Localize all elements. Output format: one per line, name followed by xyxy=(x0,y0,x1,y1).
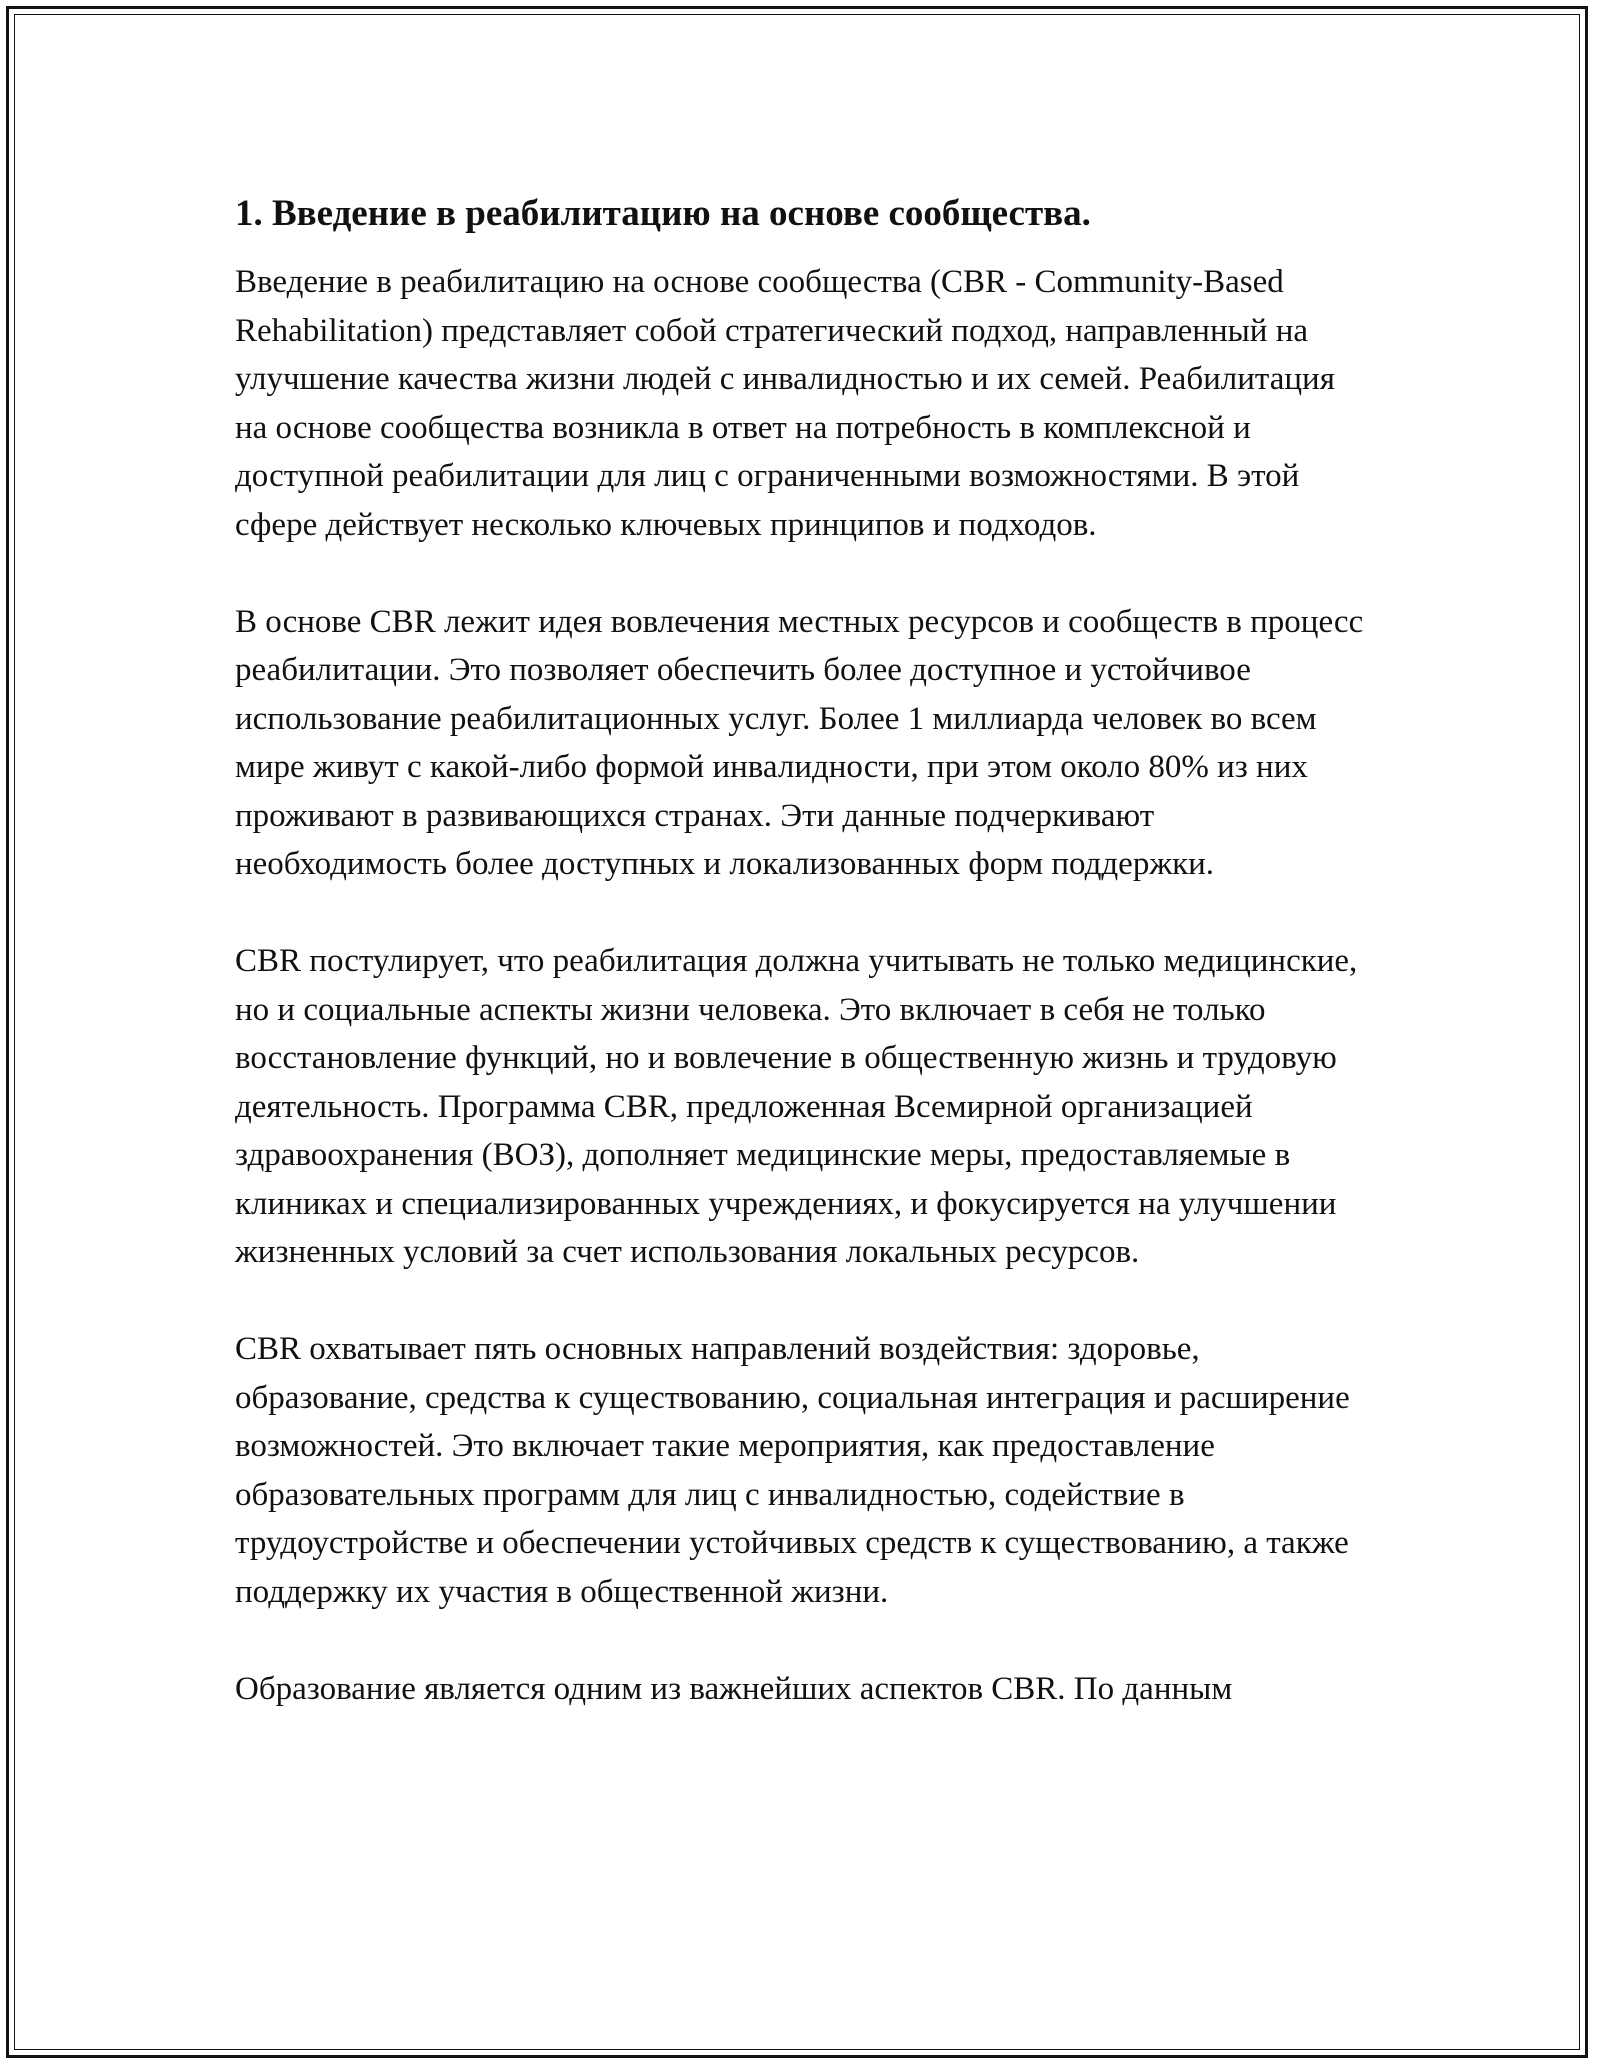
paragraph-local-resources: В основе CBR лежит идея вовлечения местных ресурсов и сообществ в процесс реабилитации. Это позволяет обеспечить более доступное и устойчивое использование реабилитационных услуг. Более 1 миллиарда человек во всем мире живут с какой-либо формой инвалидности, при этом около 80% из них проживают в развивающихся странах. Эти данные подчеркивают необходимость более доступных и локализованных форм поддержки. xyxy=(235,603,1364,882)
paragraph-five-directions: CBR охватывает пять основных направлений воздействия: здоровье, образование, средства к существованию, социальная интеграция и расширение возможностей. Это включает такие мероприятия, как предоставление образовательных программ для лиц с инвалидностью, содействие в трудоустройстве и обеспечении устойчивых средств к существованию, а также поддержку их участия в общественной жизни. xyxy=(235,1331,1350,1610)
document-body xyxy=(235,190,1365,1762)
section-heading: 1. Введение в реабилитацию на основе сообщества. xyxy=(235,193,1091,234)
paragraph-education: Образование является одним из важнейших аспектов CBR. По данным xyxy=(235,1670,1233,1707)
paragraph-social-aspects: CBR постулирует, что реабилитация должна учитывать не только медицинские, но и социальные аспекты жизни человека. Это включает в себя не только восстановление функций, но и вовлечение в общественную жизнь и трудовую деятельность. Программа CBR, предложенная Всемирной организацией здравоохранения (ВОЗ), дополняет медицинские меры, предоставляемые в клиниках и специализированных учреждениях, и фокусируется на улучшении жизненных условий за счет использования локальных ресурсов. xyxy=(235,943,1358,1270)
paragraph-intro: Введение в реабилитацию на основе сообщества (CBR - Community-Based Rehabilitation) представляет собой стратегический подход, направленный на улучшение качества жизни людей с инвалидностью и их семей. Реабилитация на основе сообщества возникла в ответ на потребность в комплексной и доступной реабилитации для лиц с ограниченными возможностями. В этой сфере действует несколько ключевых принципов и подходов. xyxy=(235,264,1335,543)
